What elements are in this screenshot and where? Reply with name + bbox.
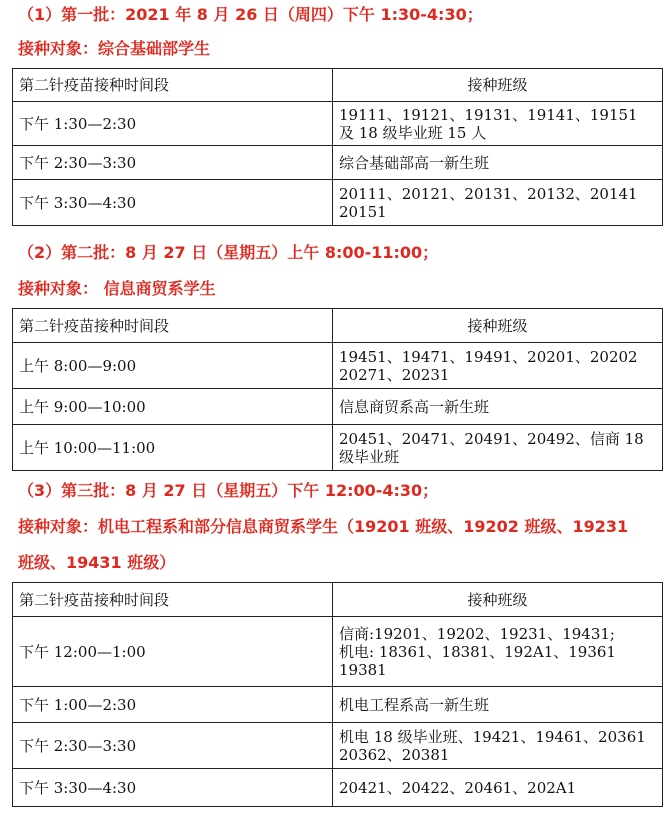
batch-3-table bbox=[12, 582, 663, 807]
classes-line: 综合基础部高一新生班 bbox=[339, 153, 490, 172]
classes-line: 20271、20231 bbox=[339, 365, 450, 384]
time-cell: 下午 2:30—3:30 bbox=[13, 723, 333, 769]
classes-line: 信商:19201、19202、19231、19431; bbox=[339, 624, 615, 643]
table-header-row bbox=[13, 69, 663, 102]
classes-cell bbox=[333, 769, 663, 807]
header-classes: 接种班级 bbox=[333, 69, 663, 102]
batch-3-target: 接种对象：机电工程系和部分信息商贸系学生（19201 班级、19202 班级、19231 bbox=[18, 517, 629, 536]
classes-line: 机电工程系高一新生班 bbox=[339, 695, 490, 714]
time-cell: 下午 2:30—3:30 bbox=[13, 146, 333, 180]
table-row bbox=[13, 180, 663, 226]
time-cell: 下午 1:00—2:30 bbox=[13, 687, 333, 723]
classes-cell bbox=[333, 687, 663, 723]
classes-line: 20451、20471、20491、20492、信商 18 bbox=[339, 429, 644, 448]
table-row bbox=[13, 425, 663, 471]
time-cell: 上午 9:00—10:00 bbox=[13, 389, 333, 425]
classes-cell bbox=[333, 425, 663, 471]
table-header-row bbox=[13, 309, 663, 343]
batch-1-table bbox=[12, 68, 663, 226]
classes-line: 机电: 18361、18381、192A1、19361 bbox=[339, 642, 616, 661]
table-row bbox=[13, 389, 663, 425]
header-classes: 接种班级 bbox=[333, 583, 663, 617]
batch-2-heading: （2）第二批：8 月 27 日（星期五）上午 8:00-11:00； bbox=[18, 243, 439, 262]
classes-line: 20362、20381 bbox=[339, 745, 450, 764]
table-row bbox=[13, 343, 663, 389]
time-cell: 上午 8:00—9:00 bbox=[13, 343, 333, 389]
batch-3-heading: （3）第三批：8 月 27 日（星期五）下午 12:00-4:30； bbox=[18, 481, 439, 500]
classes-line: 19451、19471、19491、20201、20202 bbox=[339, 347, 638, 366]
time-cell: 下午 3:30—4:30 bbox=[13, 180, 333, 226]
classes-line: 及 18 级毕业班 15 人 bbox=[339, 123, 487, 142]
classes-cell bbox=[333, 389, 663, 425]
classes-line: 19381 bbox=[339, 660, 387, 679]
batch-1-heading: （1）第一批：2021 年 8 月 26 日（周四）下午 1:30-4:30； bbox=[18, 5, 483, 24]
time-cell: 上午 10:00—11:00 bbox=[13, 425, 333, 471]
time-cell: 下午 3:30—4:30 bbox=[13, 769, 333, 807]
table-row bbox=[13, 687, 663, 723]
header-time: 第二针疫苗接种时间段 bbox=[13, 309, 333, 343]
batch-1-target: 接种对象：综合基础部学生 bbox=[18, 39, 211, 58]
batch-3-target-cont: 班级、19431 班级） bbox=[18, 553, 176, 572]
classes-cell bbox=[333, 343, 663, 389]
classes-line: 20421、20422、20461、202A1 bbox=[339, 778, 577, 797]
batch-2-table bbox=[12, 308, 663, 471]
table-header-row bbox=[13, 583, 663, 617]
classes-line: 信息商贸系高一新生班 bbox=[339, 397, 490, 416]
batch-2-target: 接种对象： 信息商贸系学生 bbox=[18, 279, 216, 298]
classes-cell bbox=[333, 617, 663, 687]
classes-cell bbox=[333, 146, 663, 180]
classes-line: 20151 bbox=[339, 202, 387, 221]
table-row bbox=[13, 102, 663, 146]
time-cell: 下午 12:00—1:00 bbox=[13, 617, 333, 687]
header-time: 第二针疫苗接种时间段 bbox=[13, 69, 333, 102]
classes-cell bbox=[333, 180, 663, 226]
table-row bbox=[13, 723, 663, 769]
classes-cell bbox=[333, 102, 663, 146]
header-time: 第二针疫苗接种时间段 bbox=[13, 583, 333, 617]
classes-line: 20111、20121、20131、20132、20141 bbox=[339, 184, 638, 203]
classes-cell bbox=[333, 723, 663, 769]
table-row bbox=[13, 769, 663, 807]
time-cell: 下午 1:30—2:30 bbox=[13, 102, 333, 146]
table-row bbox=[13, 146, 663, 180]
table-row bbox=[13, 617, 663, 687]
classes-line: 机电 18 级毕业班、19421、19461、20361 bbox=[339, 727, 646, 746]
header-classes: 接种班级 bbox=[333, 309, 663, 343]
classes-line: 19111、19121、19131、19141、19151 bbox=[339, 105, 638, 124]
classes-line: 级毕业班 bbox=[339, 447, 400, 466]
